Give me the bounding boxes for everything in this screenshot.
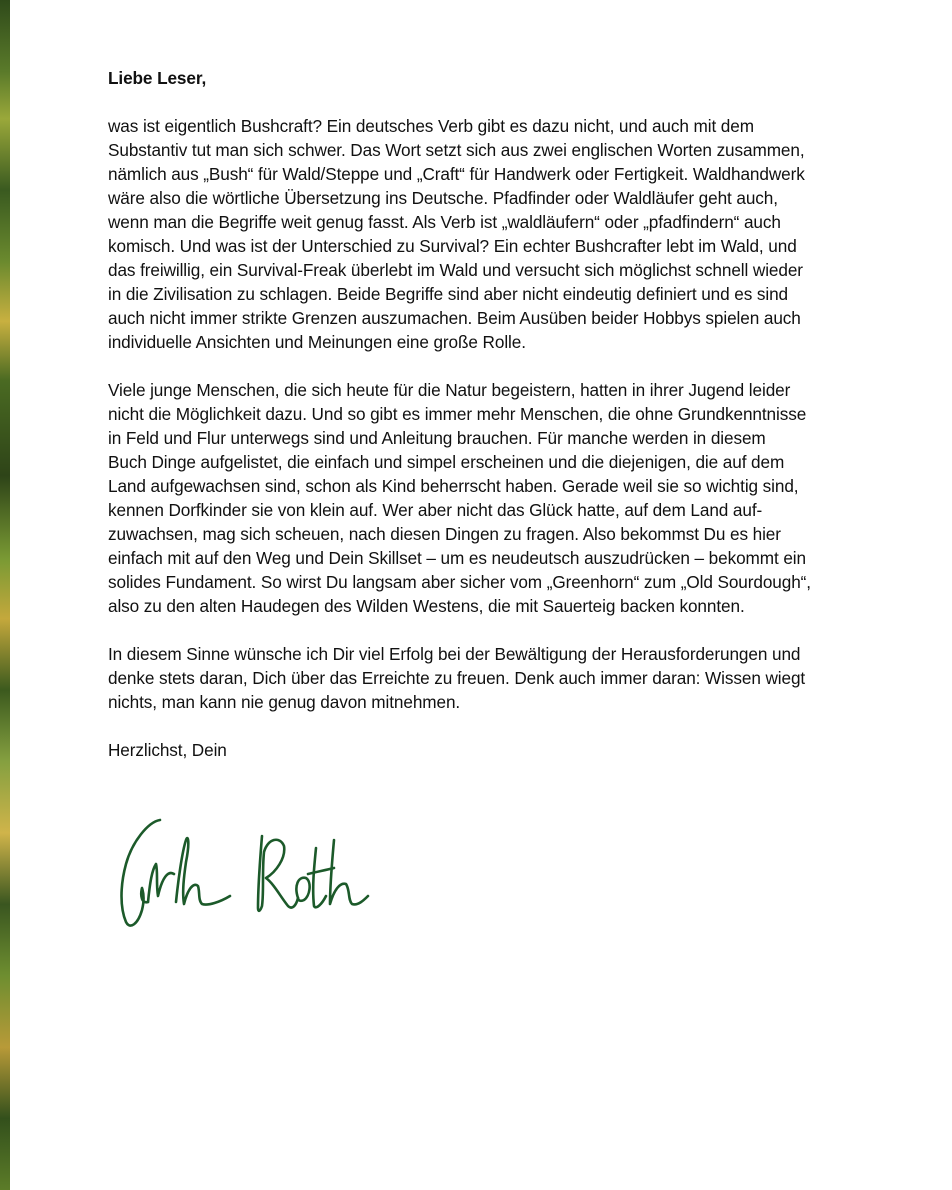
text-line: Substantiv tut man sich schwer. Das Wort setzt sich aus zwei englischen Worten zusammen, xyxy=(108,140,805,160)
text-line: wäre also die wörtliche Übersetzung ins Deutsche. Pfadfinder oder Waldläufer geht auch, xyxy=(108,188,778,208)
text-line: das freiwillig, ein Survival-Freak überlebt im Wald und versucht sich möglichst schnell wieder xyxy=(108,260,803,280)
text-line: auch nicht immer strikte Grenzen auszumachen. Beim Ausüben beider Hobbys spielen auch xyxy=(108,308,801,328)
text-line: In diesem Sinne wünsche ich Dir viel Erfolg bei der Bewältigung der Herausforderungen und xyxy=(108,644,801,664)
text-line: nämlich aus „Bush“ für Wald/Steppe und „Craft“ für Handwerk oder Fertigkeit. Waldhandwerk xyxy=(108,164,805,184)
letter-body xyxy=(108,66,898,762)
text-line: was ist eigentlich Bushcraft? Ein deutsches Verb gibt es dazu nicht, und auch mit dem xyxy=(108,116,754,136)
handwritten-signature xyxy=(112,812,372,937)
text-line: Buch Dinge aufgelistet, die einfach und simpel erscheinen und die diejenigen, die auf dem xyxy=(108,452,785,472)
left-edge-image-strip xyxy=(0,0,10,1190)
closing: Herzlichst, Dein xyxy=(108,740,227,760)
text-line: komisch. Und was ist der Unterschied zu Survival? Ein echter Bushcrafter lebt im Wald, und xyxy=(108,236,797,256)
text-line: also zu den alten Haudegen des Wilden Westens, die mit Sauerteig backen konnten. xyxy=(108,596,745,616)
text-line: nicht die Möglichkeit dazu. Und so gibt es immer mehr Menschen, die ohne Grundkenntnisse xyxy=(108,404,807,424)
text-line: Viele junge Menschen, die sich heute für die Natur begeistern, hatten in ihrer Jugend leider xyxy=(108,380,791,400)
paragraph-3 xyxy=(108,642,898,714)
greeting: Liebe Leser, xyxy=(108,68,207,88)
text-line: nichts, man kann nie genug davon mitnehmen. xyxy=(108,692,461,712)
paragraph-2 xyxy=(108,378,898,618)
text-line: wenn man die Begriffe weit genug fasst. Als Verb ist „waldläufern“ oder „pfadfindern“ auch xyxy=(108,212,781,232)
text-line: einfach mit auf den Weg und Dein Skillset – um es neudeutsch auszudrücken – bekommt ein xyxy=(108,548,806,568)
paragraph-1 xyxy=(108,114,898,354)
text-line: Land aufgewachsen sind, schon als Kind beherrscht haben. Gerade weil sie so wichtig sind, xyxy=(108,476,799,496)
text-line: in Feld und Flur unterwegs sind und Anleitung brauchen. Für manche werden in diesem xyxy=(108,428,766,448)
text-line: zuwachsen, mag sich scheuen, nach diesen Dingen zu fragen. Also bekommst Du es hier xyxy=(108,524,781,544)
text-line: solides Fundament. So wirst Du langsam aber sicher vom „Greenhorn“ zum „Old Sourdough“, xyxy=(108,572,811,592)
text-line: kennen Dorfkinder sie von klein auf. Wer aber nicht das Glück hatte, auf dem Land auf- xyxy=(108,500,763,520)
text-line: individuelle Ansichten und Meinungen eine große Rolle. xyxy=(108,332,526,352)
text-line: denke stets daran, Dich über das Erreichte zu freuen. Denk auch immer daran: Wissen wiegt xyxy=(108,668,806,688)
text-line: in die Zivilisation zu schlagen. Beide Begriffe sind aber nicht eindeutig definiert und es sind xyxy=(108,284,789,304)
